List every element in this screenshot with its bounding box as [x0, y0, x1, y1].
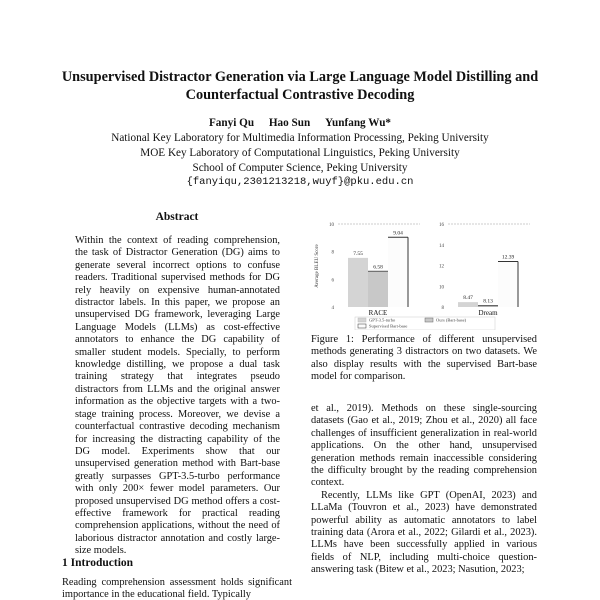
author: Fanyi Qu: [208, 117, 255, 129]
x-category-label: RACE: [368, 309, 388, 317]
legend-label: GPT-3.5-turbo: [369, 317, 396, 323]
affiliation: National Key Laboratory for Multimedia Information Processing, Peking University: [111, 132, 489, 144]
y-tick-label: 8: [331, 250, 334, 256]
y-tick-label: 4: [331, 306, 334, 311]
bar: [458, 302, 478, 307]
affiliation: School of Computer Science, Peking University: [192, 161, 408, 174]
email: {fanyiqu,2301213218,wuyf}@pku.edu.cn: [186, 176, 414, 189]
data-label: 8.13: [483, 298, 493, 305]
y-tick-label: 14: [439, 243, 444, 249]
legend-swatch: [358, 318, 366, 322]
bar: [368, 271, 388, 307]
x-category-label: Dream: [478, 309, 498, 317]
intro-text: Reading comprehension assessment holds significant importance in the educational field. Typically: [62, 577, 292, 600]
y-tick-label: 12: [439, 264, 444, 270]
data-label: 8.47: [463, 295, 473, 302]
abstract-text: Within the context of reading comprehension, the task of Distractor Generation (DG) aims to generate several incorrect options to confuse readers. Traditional supervised methods for DG rely heavily on expensive human-annotated distractor labels. In this paper, we propose an unsupervised DG framework, leveraging Large Language Models (LLMs) as cost-effective annotators to enhance the DG capability of smaller student models. Specially, to perform knowledge distilling, we propose a dual task training strategy that integrates pseudo distractors from LLMs and the original answer information as the objective targets with a two-stage training process. Moreover, we devise a counterfactual contrastive decoding mechanism for increasing the distracting capability of the DG model. Experiments show that our unsupervised generation method with Bart-base greatly surpasses GPT-3.5-turbo performance with only 200× fewer model parameters. Our proposed unsupervised DG method offers a cost-effective framework for practical reading comprehension applications, without the need of laborious distractor annotation and costly large-size models.: [75, 235, 280, 557]
author-list: [0, 116, 600, 130]
y-tick-label: 16: [439, 223, 444, 228]
affiliations: [0, 131, 600, 190]
legend-swatch: [358, 324, 366, 328]
affiliation: MOE Key Laboratory of Computational Linguistics, Peking University: [140, 146, 460, 159]
data-label: 6.58: [373, 264, 383, 271]
bar: [498, 261, 518, 307]
legend-label: Supervised Bart-base: [369, 323, 408, 329]
y-tick-label: 10: [329, 223, 334, 228]
legend-label: Ours (Bart-base): [436, 317, 467, 323]
abstract-heading: Abstract: [155, 211, 199, 223]
legend-swatch: [425, 318, 433, 322]
section-heading: 1 Introduction: [62, 557, 134, 569]
bar: [388, 237, 408, 307]
y-axis-label: Average BLEU Score: [315, 244, 320, 288]
figure-caption: Figure 1: Performance of different unsupervised methods generating 3 distractors on two datasets. We also display results with the supervised Bart-base model for comparison.: [311, 334, 537, 383]
y-tick-label: 6: [331, 278, 334, 284]
paper-title: Unsupervised Distractor Generation via Large Language Model Distilling and Counterfactual Contrastive Decoding: [61, 69, 539, 103]
author: Yunfang Wu*: [325, 117, 392, 129]
data-label: 9.04: [393, 230, 403, 237]
author: Hao Sun: [268, 117, 311, 129]
y-tick-label: 10: [439, 285, 444, 291]
y-tick-label: 8: [441, 306, 444, 311]
bar: [348, 258, 368, 307]
paragraph: Recently, LLMs like GPT (OpenAI, 2023) and LLaMa (Touvron et al., 2023) have demonstrated powerful ability as automatic annotators to label training data (Arora et al., 2022; Gilardi et al., 2023). LLMs have been successfully applied in various fields of NLP, including multi-choice question-answering task (Bitew et al., 2023; Nasution, 2023;: [311, 489, 537, 576]
figure-1-chart: [310, 212, 535, 330]
right-column-text: [311, 403, 537, 577]
paragraph: et al., 2019). Methods on these single-sourcing datasets (Gao et al., 2019; Zhou et al., 2020) all face challenges of insufficient generalization in real-world applications. On the other hand, unsupervised generation methods remain inaccessible considering the difficulty brought by the reading comprehension context.: [311, 403, 537, 489]
data-label: 7.55: [353, 250, 363, 257]
data-label: 12.39: [501, 254, 515, 261]
